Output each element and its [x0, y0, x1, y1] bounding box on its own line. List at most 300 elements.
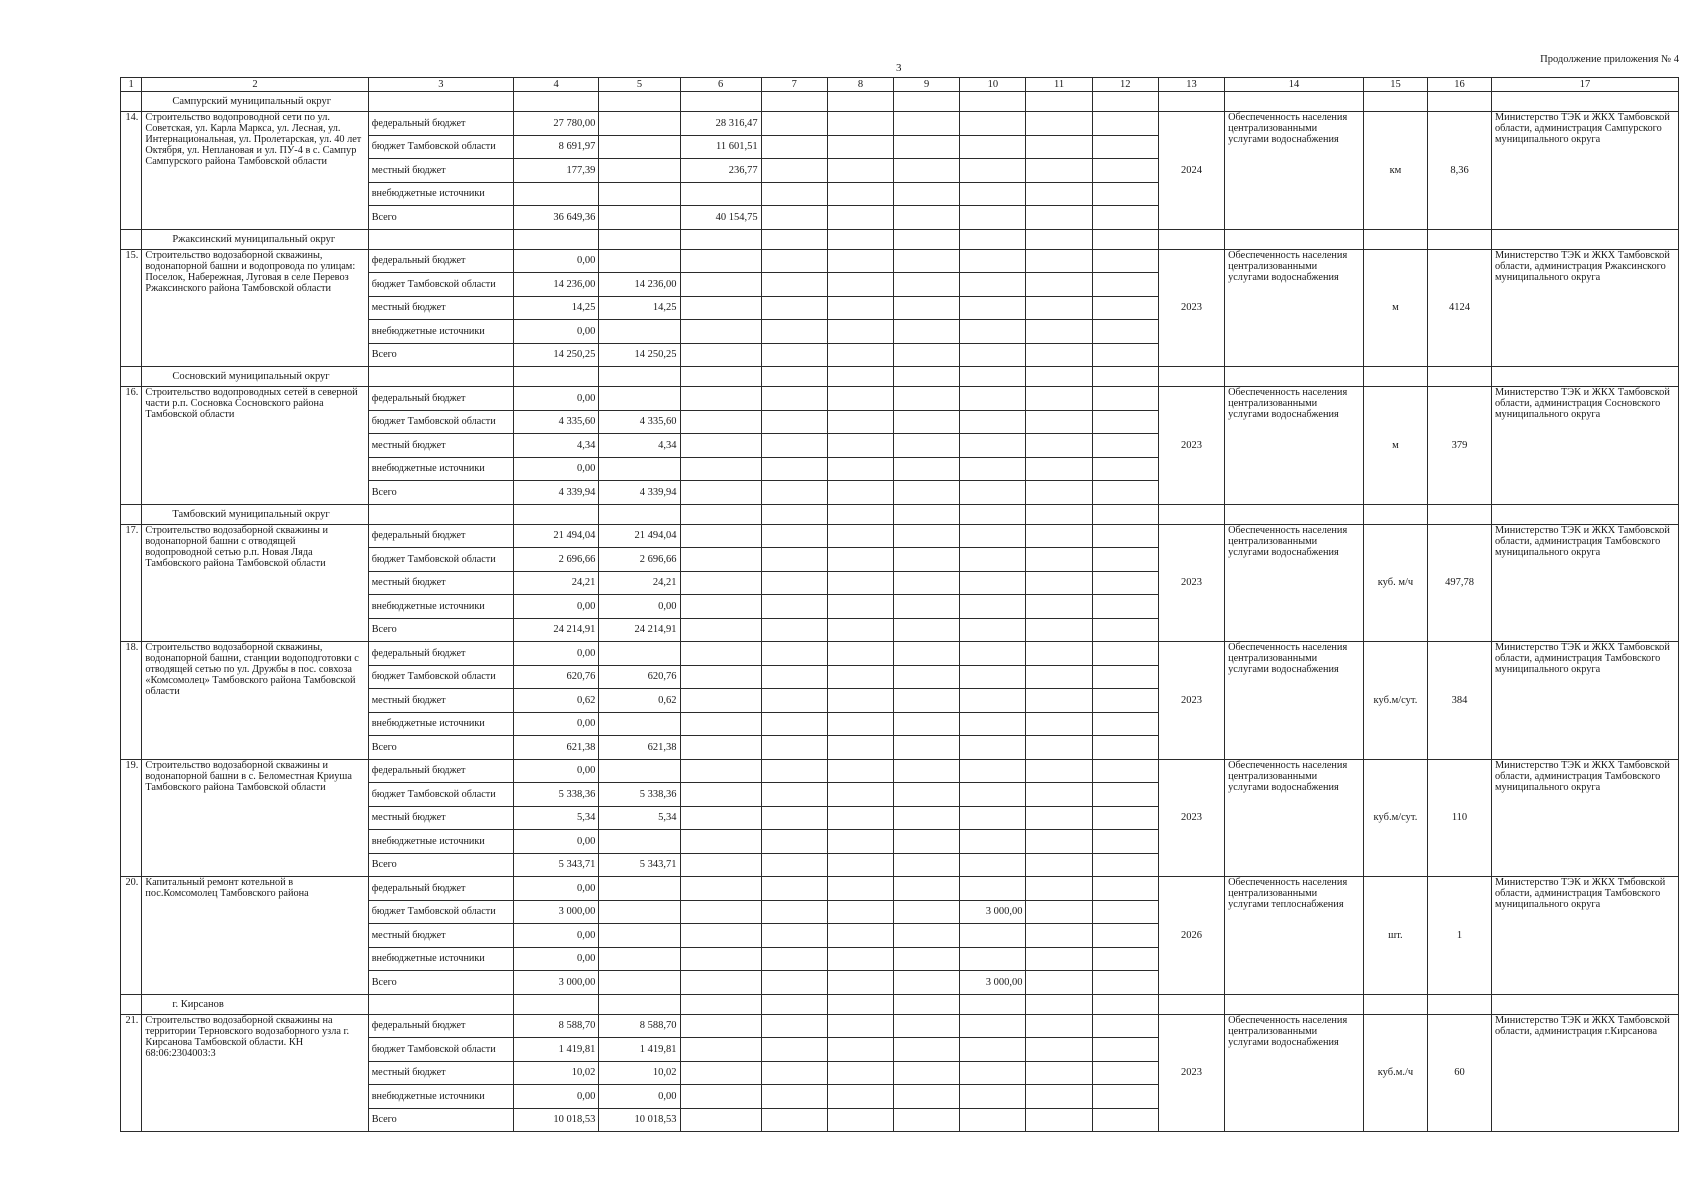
amount-col12: [1092, 806, 1158, 830]
amount-col7: [761, 320, 827, 344]
amount-total: 0,00: [513, 947, 598, 971]
indicator-value: 1: [1427, 877, 1491, 995]
funding-source: местный бюджет: [368, 434, 513, 458]
amount-col7: [761, 481, 827, 505]
amount-total: [513, 182, 598, 206]
amount-2024: [680, 387, 761, 411]
empty-cell: [1427, 367, 1491, 387]
amount-total: 8 691,97: [513, 135, 598, 159]
amount-2023: 24 214,91: [599, 618, 680, 642]
amount-2023: [599, 877, 680, 901]
empty-cell: [894, 229, 960, 249]
empty-cell: [1026, 229, 1092, 249]
empty-cell: [680, 504, 761, 524]
amount-col8: [827, 1108, 893, 1132]
amount-col9: [894, 900, 960, 924]
completion-year: 2023: [1158, 642, 1224, 760]
amount-col12: [1092, 273, 1158, 297]
amount-col8: [827, 135, 893, 159]
amount-col9: [894, 642, 960, 666]
region-row: [121, 92, 1679, 112]
amount-total: 8 588,70: [513, 1014, 598, 1038]
amount-col12: [1092, 712, 1158, 736]
amount-col12: [1092, 1061, 1158, 1085]
amount-col11: [1026, 783, 1092, 807]
amount-col10: [960, 206, 1026, 230]
funding-source: федеральный бюджет: [368, 524, 513, 548]
empty-cell: [599, 367, 680, 387]
empty-cell: [761, 92, 827, 112]
empty-cell: [1363, 229, 1427, 249]
project-description: Строительство водозаборной скважины и водонапорной башни в с. Беломестная Криуша Тамбовского района Тамбовской области: [142, 759, 368, 877]
amount-col9: [894, 571, 960, 595]
empty-cell: [1363, 994, 1427, 1014]
amount-col10: [960, 924, 1026, 948]
amount-col10: [960, 182, 1026, 206]
amount-col10: [960, 712, 1026, 736]
amount-2024: [680, 296, 761, 320]
amount-total: 621,38: [513, 736, 598, 760]
funding-source: бюджет Тамбовской области: [368, 783, 513, 807]
amount-col9: [894, 806, 960, 830]
amount-col11: [1026, 1038, 1092, 1062]
empty-cell: [894, 367, 960, 387]
amount-col9: [894, 249, 960, 273]
unit-of-measure: м: [1363, 387, 1427, 505]
funding-source: внебюджетные источники: [368, 1085, 513, 1109]
amount-col9: [894, 159, 960, 183]
amount-total: 2 696,66: [513, 548, 598, 572]
financing-table: [120, 77, 1679, 1132]
amount-col8: [827, 320, 893, 344]
column-header: 9: [894, 78, 960, 92]
amount-col9: [894, 759, 960, 783]
completion-year: 2023: [1158, 524, 1224, 642]
amount-total: 14 236,00: [513, 273, 598, 297]
amount-col12: [1092, 1038, 1158, 1062]
amount-col7: [761, 387, 827, 411]
amount-col12: [1092, 830, 1158, 854]
amount-col8: [827, 387, 893, 411]
amount-col8: [827, 759, 893, 783]
empty-cell: [513, 229, 598, 249]
amount-col11: [1026, 642, 1092, 666]
amount-2024: [680, 320, 761, 344]
amount-col9: [894, 182, 960, 206]
region-name: г. Кирсанов: [142, 994, 368, 1014]
amount-col8: [827, 642, 893, 666]
amount-2023: [599, 249, 680, 273]
amount-col8: [827, 273, 893, 297]
indicator-name: Обеспеченность населения централизованными услугами водоснабжения: [1225, 759, 1364, 877]
funding-source: внебюджетные источники: [368, 830, 513, 854]
amount-col12: [1092, 135, 1158, 159]
funding-source: местный бюджет: [368, 571, 513, 595]
region-row: [121, 504, 1679, 524]
amount-total: 0,00: [513, 320, 598, 344]
funding-source: местный бюджет: [368, 1061, 513, 1085]
unit-of-measure: куб. м/ч: [1363, 524, 1427, 642]
column-header: 1: [121, 78, 142, 92]
amount-col12: [1092, 642, 1158, 666]
unit-of-measure: куб.м./ч: [1363, 1014, 1427, 1132]
amount-total: 0,00: [513, 642, 598, 666]
amount-col7: [761, 206, 827, 230]
amount-2023: [599, 135, 680, 159]
amount-2023: [599, 320, 680, 344]
amount-col7: [761, 665, 827, 689]
amount-col11: [1026, 410, 1092, 434]
empty-cell: [827, 504, 893, 524]
amount-col10: [960, 1085, 1026, 1109]
amount-col7: [761, 571, 827, 595]
funding-source: бюджет Тамбовской области: [368, 548, 513, 572]
amount-2024: [680, 1108, 761, 1132]
amount-col12: [1092, 900, 1158, 924]
indicator-value: 110: [1427, 759, 1491, 877]
amount-col11: [1026, 877, 1092, 901]
amount-col8: [827, 1014, 893, 1038]
amount-col11: [1026, 1085, 1092, 1109]
amount-2024: 11 601,51: [680, 135, 761, 159]
amount-2023: 0,00: [599, 1085, 680, 1109]
empty-cell: [1427, 504, 1491, 524]
amount-col11: [1026, 1108, 1092, 1132]
amount-col7: [761, 273, 827, 297]
column-header: 3: [368, 78, 513, 92]
funding-source: местный бюджет: [368, 296, 513, 320]
column-header: 16: [1427, 78, 1491, 92]
empty-cell: [1026, 504, 1092, 524]
amount-2024: [680, 689, 761, 713]
amount-col8: [827, 1061, 893, 1085]
funding-source: Всего: [368, 618, 513, 642]
amount-total: 177,39: [513, 159, 598, 183]
column-header: 11: [1026, 78, 1092, 92]
amount-col10: [960, 947, 1026, 971]
funding-source: федеральный бюджет: [368, 759, 513, 783]
amount-col9: [894, 853, 960, 877]
amount-2023: [599, 206, 680, 230]
project-description: Строительство водопроводных сетей в северной части р.п. Сосновка Сосновского района Тамбовской области: [142, 387, 368, 505]
amount-col12: [1092, 618, 1158, 642]
amount-col9: [894, 343, 960, 367]
amount-col7: [761, 249, 827, 273]
indicator-value: 60: [1427, 1014, 1491, 1132]
empty-cell: [368, 229, 513, 249]
amount-col11: [1026, 900, 1092, 924]
column-header: 4: [513, 78, 598, 92]
amount-col12: [1092, 736, 1158, 760]
amount-total: 0,00: [513, 759, 598, 783]
funding-source: бюджет Тамбовской области: [368, 135, 513, 159]
amount-2023: 10,02: [599, 1061, 680, 1085]
empty-cell: [1492, 994, 1679, 1014]
empty-cell: [894, 92, 960, 112]
amount-col11: [1026, 759, 1092, 783]
project-number: 17.: [121, 524, 142, 642]
unit-of-measure: шт.: [1363, 877, 1427, 995]
amount-col9: [894, 971, 960, 995]
amount-col7: [761, 548, 827, 572]
amount-col9: [894, 273, 960, 297]
funding-source: внебюджетные источники: [368, 947, 513, 971]
amount-total: 0,00: [513, 830, 598, 854]
amount-2024: [680, 877, 761, 901]
empty-cell: [368, 994, 513, 1014]
amount-2023: 2 696,66: [599, 548, 680, 572]
empty-cell: [1225, 504, 1364, 524]
empty-cell: [599, 92, 680, 112]
funding-source: федеральный бюджет: [368, 112, 513, 136]
amount-col8: [827, 900, 893, 924]
amount-col7: [761, 924, 827, 948]
amount-col7: [761, 806, 827, 830]
amount-2023: [599, 712, 680, 736]
amount-total: 10,02: [513, 1061, 598, 1085]
amount-col8: [827, 457, 893, 481]
amount-col10: [960, 410, 1026, 434]
amount-col7: [761, 524, 827, 548]
funding-source: местный бюджет: [368, 689, 513, 713]
funding-row: [121, 249, 1679, 273]
amount-col8: [827, 924, 893, 948]
amount-col7: [761, 135, 827, 159]
amount-2024: [680, 524, 761, 548]
region-row: [121, 367, 1679, 387]
amount-2024: [680, 410, 761, 434]
amount-col10: [960, 1014, 1026, 1038]
amount-col8: [827, 736, 893, 760]
amount-col11: [1026, 320, 1092, 344]
amount-col12: [1092, 947, 1158, 971]
column-number-row: [121, 78, 1679, 92]
empty-cell: [1225, 367, 1364, 387]
amount-total: 24 214,91: [513, 618, 598, 642]
amount-col10: [960, 853, 1026, 877]
amount-col8: [827, 595, 893, 619]
project-number: 15.: [121, 249, 142, 367]
funding-source: внебюджетные источники: [368, 595, 513, 619]
amount-col9: [894, 947, 960, 971]
amount-col12: [1092, 524, 1158, 548]
empty-cell: [1158, 994, 1224, 1014]
empty-cell: [1092, 994, 1158, 1014]
amount-col12: [1092, 548, 1158, 572]
region-row: [121, 994, 1679, 1014]
column-header: 13: [1158, 78, 1224, 92]
amount-col7: [761, 618, 827, 642]
amount-2023: [599, 642, 680, 666]
funding-source: внебюджетные источники: [368, 712, 513, 736]
indicator-value: 379: [1427, 387, 1491, 505]
funding-row: [121, 759, 1679, 783]
amount-col7: [761, 296, 827, 320]
empty-cell: [680, 994, 761, 1014]
region-index-cell: [121, 92, 142, 112]
amount-col8: [827, 830, 893, 854]
amount-2024: [680, 947, 761, 971]
funding-source: федеральный бюджет: [368, 249, 513, 273]
amount-2024: 236,77: [680, 159, 761, 183]
amount-col10: [960, 1108, 1026, 1132]
empty-cell: [1092, 92, 1158, 112]
amount-col8: [827, 249, 893, 273]
funding-source: федеральный бюджет: [368, 642, 513, 666]
empty-cell: [599, 994, 680, 1014]
amount-col9: [894, 206, 960, 230]
amount-col8: [827, 410, 893, 434]
amount-col7: [761, 689, 827, 713]
empty-cell: [1092, 504, 1158, 524]
amount-col11: [1026, 571, 1092, 595]
amount-total: 27 780,00: [513, 112, 598, 136]
amount-col12: [1092, 457, 1158, 481]
empty-cell: [513, 504, 598, 524]
funding-source: внебюджетные источники: [368, 182, 513, 206]
amount-col10: [960, 135, 1026, 159]
completion-year: 2026: [1158, 877, 1224, 995]
empty-cell: [1158, 504, 1224, 524]
amount-col9: [894, 135, 960, 159]
amount-col12: [1092, 387, 1158, 411]
amount-2023: 14 236,00: [599, 273, 680, 297]
amount-col11: [1026, 853, 1092, 877]
project-description: Строительство водопроводной сети по ул. Советская, ул. Карла Маркса, ул. Лесная, ул. Интернациональная, ул. Пролетарская, ул. 40 лет Октября, ул. Неплановая и ул. ПУ-4 в с. Сампур Сампурского района Тамбовской области: [142, 112, 368, 230]
funding-source: местный бюджет: [368, 159, 513, 183]
amount-col11: [1026, 712, 1092, 736]
amount-col11: [1026, 665, 1092, 689]
amount-col9: [894, 877, 960, 901]
amount-col9: [894, 665, 960, 689]
completion-year: 2023: [1158, 759, 1224, 877]
amount-col9: [894, 1014, 960, 1038]
amount-col11: [1026, 1014, 1092, 1038]
amount-col12: [1092, 410, 1158, 434]
region-index-cell: [121, 229, 142, 249]
amount-col11: [1026, 618, 1092, 642]
responsible-organization: Министерство ТЭК и ЖКХ Тамбовской области, администрация Тамбовского муниципального округа: [1492, 524, 1679, 642]
amount-col12: [1092, 924, 1158, 948]
amount-col10: [960, 806, 1026, 830]
amount-col9: [894, 1108, 960, 1132]
amount-col7: [761, 434, 827, 458]
empty-cell: [680, 92, 761, 112]
amount-col9: [894, 783, 960, 807]
amount-2024: 28 316,47: [680, 112, 761, 136]
amount-col9: [894, 924, 960, 948]
empty-cell: [1026, 92, 1092, 112]
amount-col7: [761, 410, 827, 434]
funding-row: [121, 1014, 1679, 1038]
amount-col11: [1026, 159, 1092, 183]
indicator-name: Обеспеченность населения централизованными услугами водоснабжения: [1225, 524, 1364, 642]
amount-col10: [960, 595, 1026, 619]
responsible-organization: Министерство ТЭК и ЖКХ Тамбовской области, администрация Сосновского муниципального округа: [1492, 387, 1679, 505]
amount-col10: [960, 343, 1026, 367]
region-index-cell: [121, 504, 142, 524]
amount-2024: [680, 571, 761, 595]
funding-source: бюджет Тамбовской области: [368, 1038, 513, 1062]
project-number: 14.: [121, 112, 142, 230]
funding-source: местный бюджет: [368, 806, 513, 830]
amount-col8: [827, 434, 893, 458]
amount-col10: [960, 112, 1026, 136]
amount-col7: [761, 783, 827, 807]
amount-col7: [761, 1014, 827, 1038]
empty-cell: [599, 229, 680, 249]
amount-col11: [1026, 548, 1092, 572]
amount-col11: [1026, 689, 1092, 713]
column-header: 12: [1092, 78, 1158, 92]
amount-col9: [894, 112, 960, 136]
amount-col12: [1092, 320, 1158, 344]
amount-col11: [1026, 1061, 1092, 1085]
amount-col7: [761, 736, 827, 760]
amount-2024: [680, 273, 761, 297]
project-description: Строительство водозаборной скважины и водонапорной башни с отводящей водопроводной сетью р.п. Новая Ляда Тамбовского района Тамбовской области: [142, 524, 368, 642]
amount-col12: [1092, 853, 1158, 877]
amount-total: 0,00: [513, 595, 598, 619]
indicator-name: Обеспеченность населения централизованными услугами водоснабжения: [1225, 642, 1364, 760]
amount-col9: [894, 736, 960, 760]
empty-cell: [368, 92, 513, 112]
amount-2024: 40 154,75: [680, 206, 761, 230]
column-header: 8: [827, 78, 893, 92]
empty-cell: [1158, 92, 1224, 112]
empty-cell: [1492, 504, 1679, 524]
empty-cell: [1427, 92, 1491, 112]
empty-cell: [368, 504, 513, 524]
funding-row: [121, 877, 1679, 901]
indicator-value: 497,78: [1427, 524, 1491, 642]
amount-total: 5 343,71: [513, 853, 598, 877]
amount-total: 0,00: [513, 924, 598, 948]
amount-total: 1 419,81: [513, 1038, 598, 1062]
amount-col7: [761, 343, 827, 367]
empty-cell: [1158, 229, 1224, 249]
amount-col8: [827, 806, 893, 830]
amount-col8: [827, 947, 893, 971]
amount-2024: [680, 759, 761, 783]
amount-col12: [1092, 971, 1158, 995]
empty-cell: [513, 994, 598, 1014]
empty-cell: [1092, 367, 1158, 387]
amount-2023: [599, 947, 680, 971]
empty-cell: [1363, 367, 1427, 387]
amount-2024: [680, 548, 761, 572]
empty-cell: [960, 994, 1026, 1014]
amount-2023: 0,00: [599, 595, 680, 619]
amount-2023: 4 335,60: [599, 410, 680, 434]
amount-total: 0,62: [513, 689, 598, 713]
amount-col7: [761, 595, 827, 619]
amount-col7: [761, 971, 827, 995]
empty-cell: [761, 229, 827, 249]
amount-2023: 4,34: [599, 434, 680, 458]
amount-col11: [1026, 924, 1092, 948]
amount-total: 14,25: [513, 296, 598, 320]
amount-col10: [960, 548, 1026, 572]
amount-2023: 5,34: [599, 806, 680, 830]
amount-col7: [761, 159, 827, 183]
project-number: 18.: [121, 642, 142, 760]
empty-cell: [1158, 367, 1224, 387]
empty-cell: [1225, 92, 1364, 112]
responsible-organization: Министерство ТЭК и ЖКХ Тамбовской области, администрация Тамбовского муниципального округа: [1492, 642, 1679, 760]
amount-col11: [1026, 971, 1092, 995]
amount-col11: [1026, 273, 1092, 297]
